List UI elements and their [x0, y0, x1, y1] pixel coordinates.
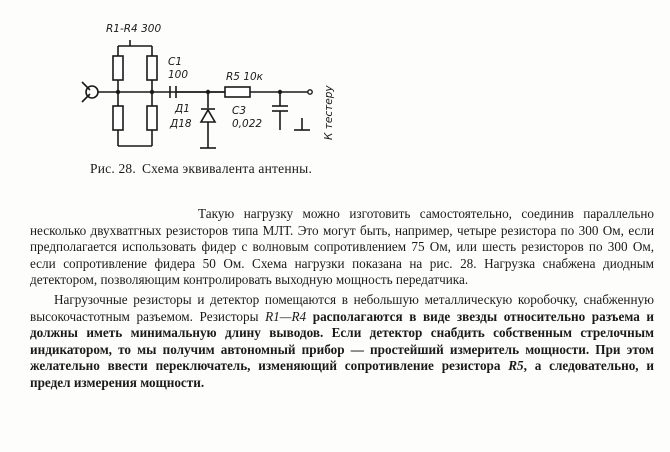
resistor-r3	[147, 56, 157, 80]
figure-number: Рис. 28.	[90, 161, 136, 176]
label-d1-name: Д1	[175, 103, 190, 115]
label-r5: R5 10к	[226, 71, 264, 83]
label-c1-name: C1	[168, 56, 183, 68]
paragraph-2-part-3: , а следовательно, и предел измерения мощности.	[30, 358, 654, 390]
paragraph-2-part-1: Нагрузочные резисторы и детектор помещаются в небольшую металлическую коробочку, снабженную высокочастотным разъемом. Резисторы	[30, 291, 654, 324]
paragraph-2-part-2: располагаются в виде звезды относительно разъема и должны иметь минимальную длину выводов. Если детектор снабдить собственным стрелочным индикатором, то мы получим автономный прибор — простейший измеритель мощности. При этом желательно ввести переключатель, изменяющий сопротивление резистора	[30, 308, 655, 374]
diode-d1-symbol	[201, 110, 215, 122]
label-c1-value: 100	[168, 69, 189, 81]
article-body	[30, 206, 654, 392]
paragraph-2	[30, 292, 654, 392]
resistor-r1	[113, 56, 123, 80]
resistor-r4	[147, 106, 157, 130]
label-to-tester: К тестеру	[323, 85, 335, 140]
label-d1-value: Д18	[170, 118, 192, 130]
label-r1-r4: R1-R4 300	[106, 23, 162, 35]
ref-r5: R5	[508, 358, 524, 374]
antenna-equivalent-schematic	[70, 10, 370, 160]
schematic-svg	[70, 10, 370, 160]
label-c3-value: 0,022	[232, 118, 263, 130]
label-c3-name: C3	[232, 105, 247, 117]
figure-caption-text: Схема эквивалента антенны.	[141, 161, 313, 176]
resistor-r5	[225, 87, 250, 97]
resistor-r2	[113, 106, 123, 130]
ref-r1-r4: R1—R4	[265, 308, 307, 324]
figure-caption	[90, 160, 360, 177]
paragraph-1: Такую нагрузку можно изготовить самостоятельно, соединив параллельно несколько двухватгных резисторов типа МЛТ. Это могут быть, например, четыре резистора по 300 Ом, если предполагается использовать фидер с волновым сопротивлением 75 Ом, или шесть резисторов по 300 Ом, если сопротивление фидера 50 Ом. Схема нагрузки показана на рис. 28. Нагрузка снабжена диодным детектором, позволяющим контролировать выходную мощность передатчика.	[30, 206, 654, 288]
